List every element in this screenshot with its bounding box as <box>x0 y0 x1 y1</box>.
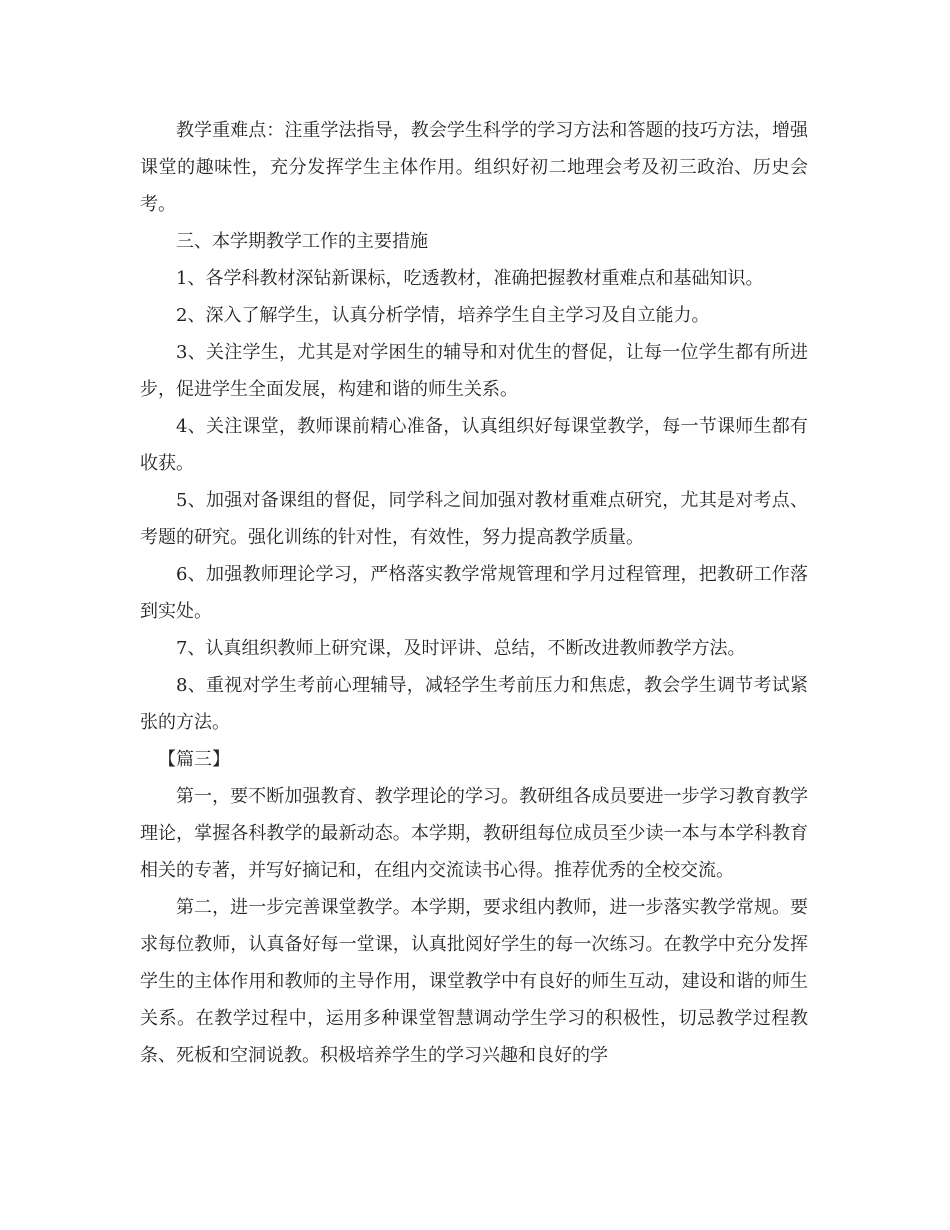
measure-item-1: 1、各学科教材深钻新课标，吃透教材，准确把握教材重难点和基础知识。 <box>176 268 764 289</box>
measure-item-7: 7、认真组织教师上研究课，及时评讲、总结，不断改进教师教学方法。 <box>176 638 746 659</box>
measure-item-5: 5、加强对备课组的督促，同学科之间加强对教材重难点研究，尤其是对考点、考题的研究。强化训练的针对性，有效性，努力提高教学质量。 <box>140 490 808 548</box>
paragraph-second-classroom-teaching: 第二，进一步完善课堂教学。本学期，要求组内教师，进一步落实教学常规。要求每位教师，认真备好每一堂课，认真批阅好学生的每一次练习。在教学中充分发挥学生的主体作用和教师的主导作用，课堂教学中有良好的师生互动，建设和谐的师生关系。在教学过程中，运用多种课堂智慧调动学生学习的积极性，切忌教学过程教条、死板和空洞说教。积极培养学生的学习兴趣和良好的学 <box>140 897 808 1066</box>
section-heading-measures: 三、本学期教学工作的主要措施 <box>176 231 428 252</box>
measure-item-8: 8、重视对学生考前心理辅导，减轻学生考前压力和焦虑，教会学生调节考试紧张的方法。 <box>140 675 808 733</box>
paragraph-key-difficulties: 教学重难点：注重学法指导，教会学生科学的学习方法和答题的技巧方法，增强课堂的趣味性，充分发挥学生主体作用。组织好初二地理会考及初三政治、历史会考。 <box>140 120 808 215</box>
measure-item-4: 4、关注课堂，教师课前精心准备，认真组织好每课堂教学，每一节课师生都有收获。 <box>140 416 808 474</box>
section-label-part-three: 【篇三】 <box>158 749 230 770</box>
measure-item-2: 2、深入了解学生，认真分析学情，培养学生自主学习及自立能力。 <box>176 305 710 326</box>
paragraph-first-theory-study: 第一，要不断加强教育、教学理论的学习。教研组各成员要进一步学习教育教学理论，掌握各科教学的最新动态。本学期，教研组每位成员至少读一本与本学科教育相关的专著，并写好摘记和，在组内交流读书心得。推荐优秀的全校交流。 <box>140 786 808 881</box>
document-body <box>140 112 808 1074</box>
measure-item-3: 3、关注学生，尤其是对学困生的辅导和对优生的督促，让每一位学生都有所进步，促进学生全面发展，构建和谐的师生关系。 <box>140 342 808 400</box>
measure-item-6: 6、加强教师理论学习，严格落实教学常规管理和学月过程管理，把教研工作落到实处。 <box>140 564 808 622</box>
